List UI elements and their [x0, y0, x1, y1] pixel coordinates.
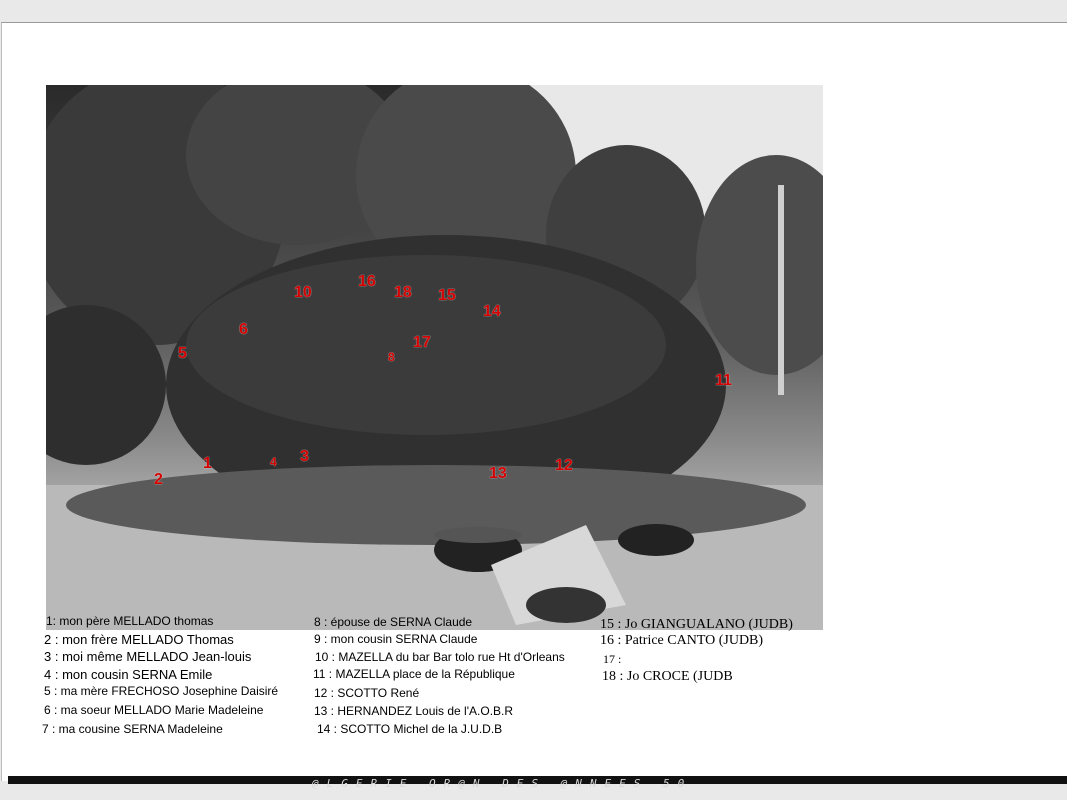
group-photo — [46, 85, 823, 630]
photo-marker-8: 8 — [388, 350, 395, 364]
photo-marker-1: 1 — [203, 455, 212, 472]
legend-item-12: 12 : SCOTTO René — [314, 686, 420, 700]
legend-item-8: 8 : épouse de SERNA Claude — [314, 615, 473, 629]
legend-item-16: 16 : Patrice CANTO (JUDB) — [600, 633, 764, 648]
legend-item-13: 13 : HERNANDEZ Louis de l'A.O.B.R — [314, 704, 514, 718]
photo-marker-3: 3 — [300, 448, 309, 465]
legend-item-15: 15 : Jo GIANGUALANO (JUDB) — [600, 617, 793, 632]
legend-item-4: 4 : mon cousin SERNA Emile — [44, 667, 213, 682]
legend-item-14: 14 : SCOTTO Michel de la J.U.D.B — [317, 722, 503, 736]
photo-marker-15: 15 — [438, 287, 456, 304]
photo-marker-12: 12 — [555, 457, 573, 474]
photo-marker-17: 17 — [413, 334, 431, 351]
legend-item-5: 5 : ma mère FRECHOSO Josephine Daisiré — [44, 684, 279, 698]
photo-marker-18: 18 — [394, 284, 412, 301]
photo-marker-2: 2 — [154, 471, 163, 488]
photo-marker-6: 6 — [239, 321, 248, 338]
photo-marker-13: 13 — [489, 465, 507, 482]
legend-item-3: 3 : moi même MELLADO Jean-louis — [44, 649, 252, 664]
legend-item-10: 10 : MAZELLA du bar Bar tolo rue Ht d'Orleans — [315, 650, 565, 664]
legend-item-6: 6 : ma soeur MELLADO Marie Madeleine — [44, 703, 264, 717]
photo-marker-14: 14 — [483, 303, 501, 320]
document-page — [1, 22, 1067, 781]
legend-item-2: 2 : mon frère MELLADO Thomas — [44, 632, 234, 647]
legend-item-9: 9 : mon cousin SERNA Claude — [314, 632, 478, 646]
legend-item-17: 17 : — [603, 652, 622, 666]
photo-marker-11: 11 — [715, 372, 732, 389]
photo-marker-10: 10 — [294, 284, 312, 301]
photo-illustration — [46, 85, 823, 630]
legend-item-1: 1: mon père MELLADO thomas — [46, 614, 214, 628]
legend-item-11: 11 : MAZELLA place de la République — [313, 667, 515, 681]
watermark-text: @LGERIE OR@N DES @NNEES 50 — [312, 777, 693, 790]
legend-item-18: 18 : Jo CROCE (JUDB — [602, 669, 733, 684]
photo-marker-4: 4 — [270, 455, 277, 469]
photo-marker-5: 5 — [178, 345, 187, 362]
photo-marker-16: 16 — [358, 273, 376, 290]
legend-item-7: 7 : ma cousine SERNA Madeleine — [42, 722, 223, 736]
